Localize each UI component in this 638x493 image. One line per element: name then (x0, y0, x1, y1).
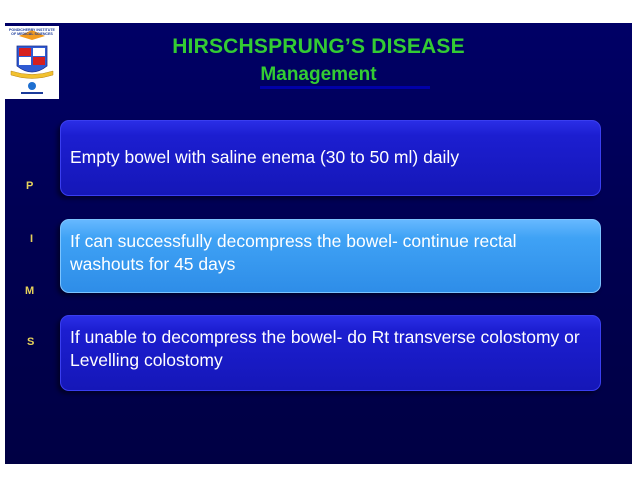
step-box-3 (60, 315, 601, 391)
subtitle-underline (260, 86, 430, 89)
step-box-1-text: Empty bowel with saline enema (30 to 50 ml) daily (70, 147, 460, 167)
step-box-2-text: If can successfully decompress the bowel- continue rectal washouts for 45 days (70, 231, 517, 274)
step-box-3-text: If unable to decompress the bowel- do Rt transverse colostomy or Levelling colostomy (70, 327, 580, 370)
side-label-p: P (26, 180, 34, 192)
side-label-s: S (27, 336, 35, 348)
slide-subtitle: Management (260, 64, 377, 85)
slide-title: HIRSCHSPRUNG’S DISEASE (172, 35, 465, 58)
step-box-1 (60, 120, 601, 196)
slide (5, 23, 632, 464)
side-label-m: M (25, 285, 35, 297)
institution-name: PONDICHERRY INSTITUTE OF MEDICAL SCIENCES (9, 28, 55, 36)
step-box-2 (60, 219, 601, 293)
side-label-i: I (30, 233, 34, 245)
